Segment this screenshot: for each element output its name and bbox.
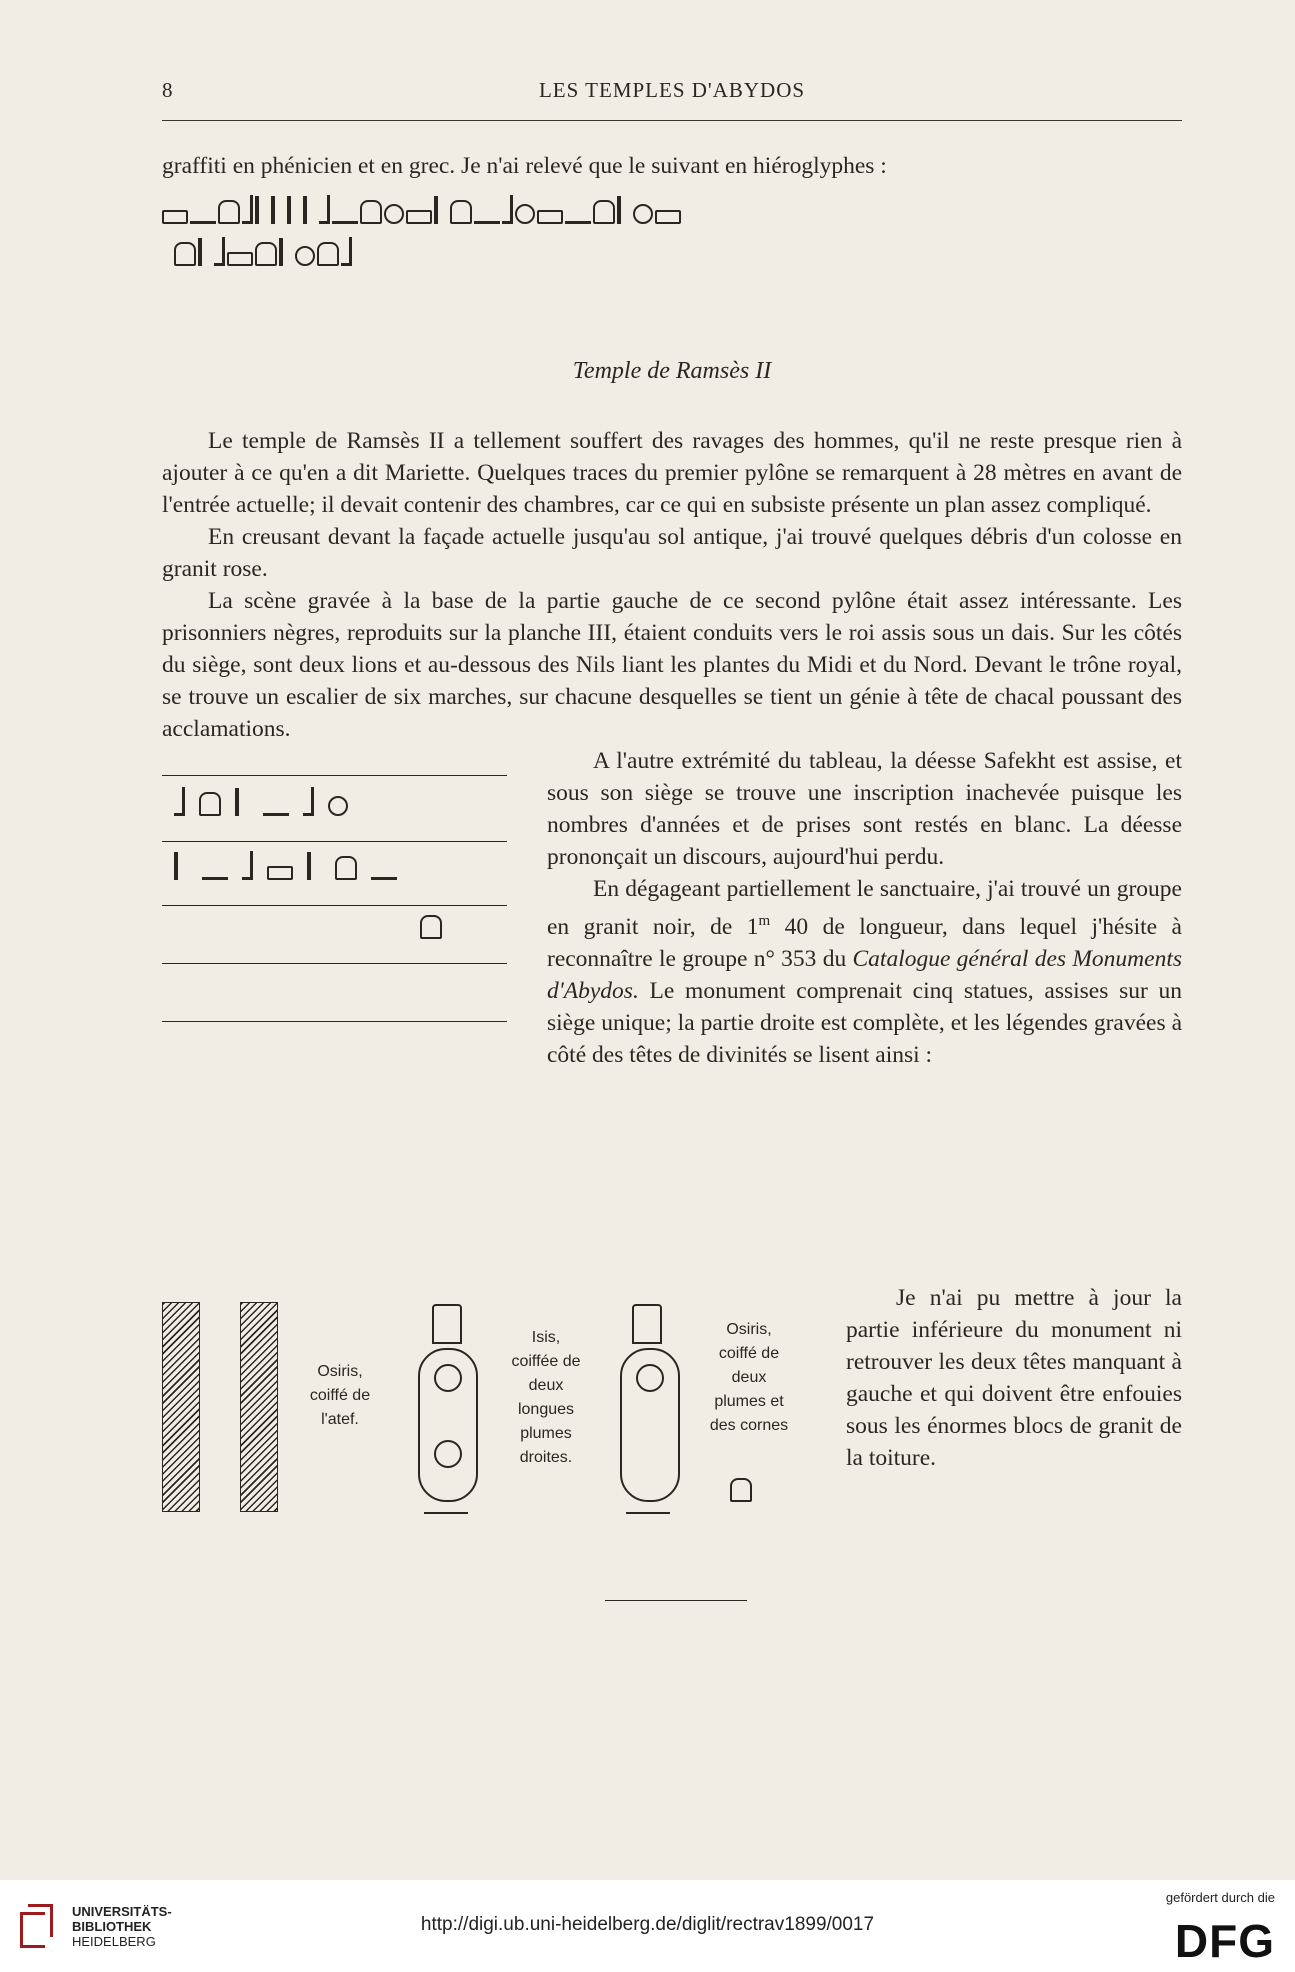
hieroglyph-icon (202, 871, 228, 880)
superscript: m (758, 913, 771, 929)
hieroglyph-icon (332, 215, 358, 224)
hieroglyph-icon (271, 196, 285, 224)
hieroglyph-icon (633, 204, 653, 224)
caption-isis: Isis, coiffée de deux longues plumes droites. (511, 1329, 581, 1466)
hieroglyph-icon (328, 796, 348, 816)
hieroglyph-icon (303, 196, 317, 224)
inscription-row-3 (420, 915, 442, 939)
hieroglyph-icon (730, 1478, 752, 1502)
table-rule (162, 963, 507, 964)
hieroglyph-icon (218, 200, 240, 224)
hieroglyph-icon (235, 788, 249, 816)
hieroglyph-icon (263, 807, 289, 816)
table-rule (162, 775, 507, 776)
caption-osiris-atef: Osiris, coiffé de l'atef. (309, 1363, 371, 1428)
text-run: En dégageant partiellement le sanctuaire, j'ai trouvé un groupe en granit noir, de 1 (547, 876, 1182, 940)
permalink-url[interactable]: http://digi.ub.uni-heidelberg.de/diglit/rectrav1899/0017 (420, 1914, 875, 1935)
cartouche (620, 1348, 680, 1502)
running-head (162, 78, 1182, 108)
hieroglyph-icon (655, 210, 681, 224)
hieroglyph-icon (371, 871, 397, 880)
dfg-logo: DFG (1174, 1915, 1275, 1967)
table-rule (162, 1021, 507, 1022)
section-title: Temple de Ramsès II (572, 358, 772, 384)
hieroglyph-icon (162, 210, 188, 224)
hieroglyph-icon (632, 1304, 662, 1344)
paragraph: La scène gravée à la base de la partie gauche de ce second pylône était assez intéressante. Les prisonniers nègres, reproduits sur la planche III, étaient conduits vers le roi assis sous un dais. Sur les côtés du siège, sont deux lions et au-dessous des Nils liant les plantes du Midi et du Nord. Devant le trône royal, se trouve un escalier de six marches, sur chacune desquelles se tient un génie à tête de chacal poussant des acclamations. (162, 588, 1182, 742)
hieroglyph-icon (617, 196, 631, 224)
hieroglyph-icon (319, 195, 330, 224)
cartouche (418, 1348, 478, 1502)
statue-legend-figure (162, 1290, 822, 1530)
hatched-column (162, 1302, 200, 1512)
hieroglyph-icon (214, 237, 225, 266)
hieroglyph-icon (341, 237, 352, 266)
table-rule (162, 841, 507, 842)
sun-disk-icon (434, 1440, 462, 1468)
running-title: LES TEMPLES D'ABYDOS (538, 78, 806, 102)
hatched-column (240, 1302, 278, 1512)
hieroglyph-icon (384, 204, 404, 224)
hieroglyph-icon (593, 200, 615, 224)
right-column-text (846, 1282, 1182, 1474)
hieroglyph-inscription-line-2 (162, 232, 1182, 266)
hieroglyph-icon (174, 852, 188, 880)
hieroglyph-icon (295, 246, 315, 266)
cartouche-base (626, 1512, 670, 1514)
text-run: 40 de longueur, dans lequel j'hésite à reconnaître le groupe n° 353 du (547, 913, 1182, 972)
inscription-row-1 (174, 787, 348, 816)
sun-disk-icon (434, 1364, 462, 1392)
text-run: Le monument comprenait cinq statues, assises sur un siège unique; la partie droite est complète, et les légendes gravées à côté des têtes de divinités se lisent ainsi : (547, 977, 1182, 1068)
paragraph: Je n'ai pu mettre à jour la partie inférieure du monument ni retrouver les deux têtes manquant à gauche et qui doivent être enfouies sous les énormes blocs de granit de la toiture. (846, 1285, 1182, 1471)
inscription-table (162, 753, 507, 1043)
hieroglyph-icon (242, 851, 253, 880)
footer-bar (0, 1880, 1295, 1972)
hieroglyph-icon (420, 915, 442, 939)
cartouche-base (424, 1512, 468, 1514)
hieroglyph-icon (502, 195, 513, 224)
hieroglyph-icon (199, 792, 221, 816)
hieroglyph-icon (317, 242, 339, 266)
hieroglyph-icon (434, 196, 448, 224)
institution-name: UNIVERSITÄTS- BIBLIOTHEK HEIDELBERG (72, 1904, 172, 1949)
hieroglyph-icon (267, 866, 293, 880)
hieroglyph-icon (450, 200, 472, 224)
catalogue-title: Catalogue général des Monuments d'Abydos. (547, 945, 1182, 1004)
inscription-figure (162, 753, 507, 1088)
hieroglyph-icon (303, 787, 314, 816)
hieroglyph-icon (335, 856, 357, 880)
hieroglyph-icon (537, 210, 563, 224)
paragraph: Le temple de Ramsès II a tellement souffert des ravages des hommes, qu'il ne reste presque rien à ajouter à ce qu'en a dit Mariette. Quelques traces du premier pylône se remarquent à 28 mètres en avant de l'entrée actuelle; il devait contenir des chambres, car ce qui en subsiste présente un plan assez compliqué. (162, 428, 1182, 518)
intro-line: graffiti en phénicien et en grec. Je n'ai relevé que le suivant en hiéroglyphes : (162, 153, 887, 179)
header-rule (162, 120, 1182, 121)
page-number: 8 (162, 78, 174, 102)
hieroglyph-icon (227, 252, 253, 266)
end-rule (605, 1600, 747, 1601)
intro-block (162, 150, 1182, 270)
sun-disk-icon (636, 1364, 664, 1392)
hieroglyph-icon (242, 195, 253, 224)
table-rule (162, 905, 507, 906)
hieroglyph-icon (565, 215, 591, 224)
inscription-row-2 (174, 851, 397, 880)
hieroglyph-icon (406, 210, 432, 224)
hieroglyph-icon (307, 852, 321, 880)
hieroglyph-icon (255, 242, 277, 266)
hieroglyph-icon (174, 242, 196, 266)
hieroglyph-icon (255, 196, 269, 224)
body-text (162, 425, 1182, 1088)
hieroglyph-icon (198, 238, 212, 266)
hieroglyph-icon (190, 215, 216, 224)
hieroglyph-inscription-line-1 (162, 190, 1182, 224)
paragraph: A l'autre extrémité du tableau, la déesse Safekht est assise, et sous son siège se trouve une inscription inachevée puisque les nombres d'années et de prises sont restés en blanc. La déesse prononçait un discours, aujourd'hui perdu. (547, 748, 1182, 870)
hieroglyph-icon (515, 204, 535, 224)
supported-by-text: gefördert durch die (1165, 1890, 1275, 1905)
hieroglyph-icon (360, 200, 382, 224)
caption-osiris-cornes: Osiris, coiffé de deux plumes et des cornes (709, 1321, 789, 1434)
hieroglyph-icon (287, 196, 301, 224)
paragraph: En creusant devant la façade actuelle jusqu'au sol antique, j'ai trouvé quelques débris d'un colosse en granit rose. (162, 524, 1182, 582)
hieroglyph-icon (279, 238, 293, 266)
hieroglyph-icon (174, 787, 185, 816)
hieroglyph-icon (474, 215, 500, 224)
hieroglyph-icon (432, 1304, 462, 1344)
